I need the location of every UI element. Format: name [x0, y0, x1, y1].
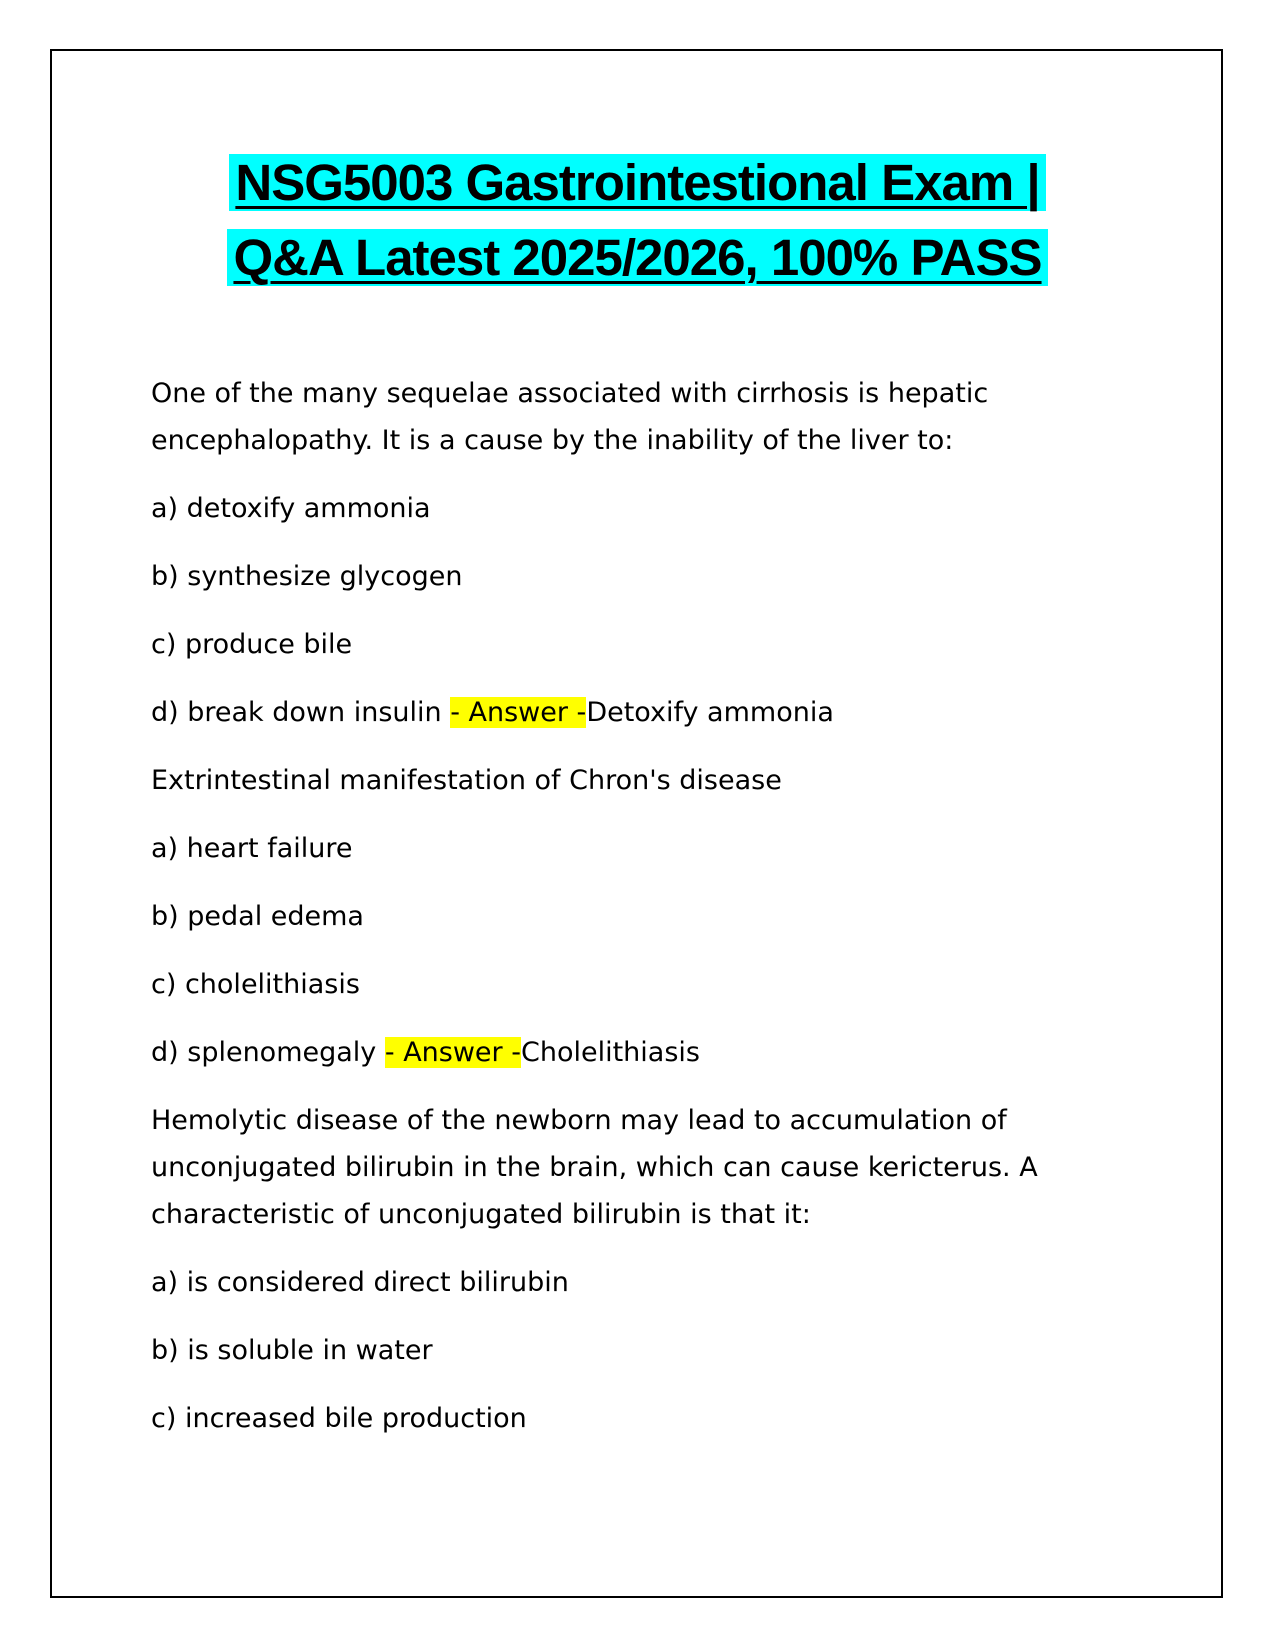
question-stem: One of the many sequelae associated with cirrhosis is hepatic encephalopathy. It is a cause by the inability of the liver to:: [151, 378, 989, 456]
answer-option-with-answer: [151, 689, 1151, 736]
title-line-1: NSG5003 Gastrointestional Exam |: [229, 154, 1045, 211]
answer-option: a) heart failure: [151, 833, 353, 864]
answer-option: a) detoxify ammonia: [151, 493, 431, 524]
answer-marker: - Answer -: [450, 697, 587, 728]
question-stem: Hemolytic disease of the newborn may lead to accumulation of unconjugated bilirubin in the brain, which can cause kericterus. A characteristic of unconjugated bilirubin is that it:: [151, 1105, 1038, 1230]
answer-option-with-answer: [151, 1029, 1151, 1076]
question-stem: Extrintestinal manifestation of Chron's disease: [151, 765, 782, 796]
answer-option: c) produce bile: [151, 629, 353, 660]
answer-option: c) cholelithiasis: [151, 969, 360, 1000]
answer-option: a) is considered direct bilirubin: [151, 1267, 569, 1298]
document-title: [0, 145, 1275, 295]
answer-marker: - Answer -: [384, 1037, 521, 1068]
correct-answer: Detoxify ammonia: [586, 697, 834, 728]
answer-option: b) synthesize glycogen: [151, 561, 463, 592]
answer-option-text: d) break down insulin: [151, 697, 451, 728]
answer-option: b) is soluble in water: [151, 1335, 433, 1366]
answer-option-text: d) splenomegaly: [151, 1037, 385, 1068]
correct-answer: Cholelithiasis: [520, 1037, 700, 1068]
answer-option: c) increased bile production: [151, 1403, 527, 1434]
document-body: [151, 370, 1151, 1463]
answer-option: b) pedal edema: [151, 901, 364, 932]
title-line-2: Q&A Latest 2025/2026, 100% PASS: [227, 229, 1047, 286]
